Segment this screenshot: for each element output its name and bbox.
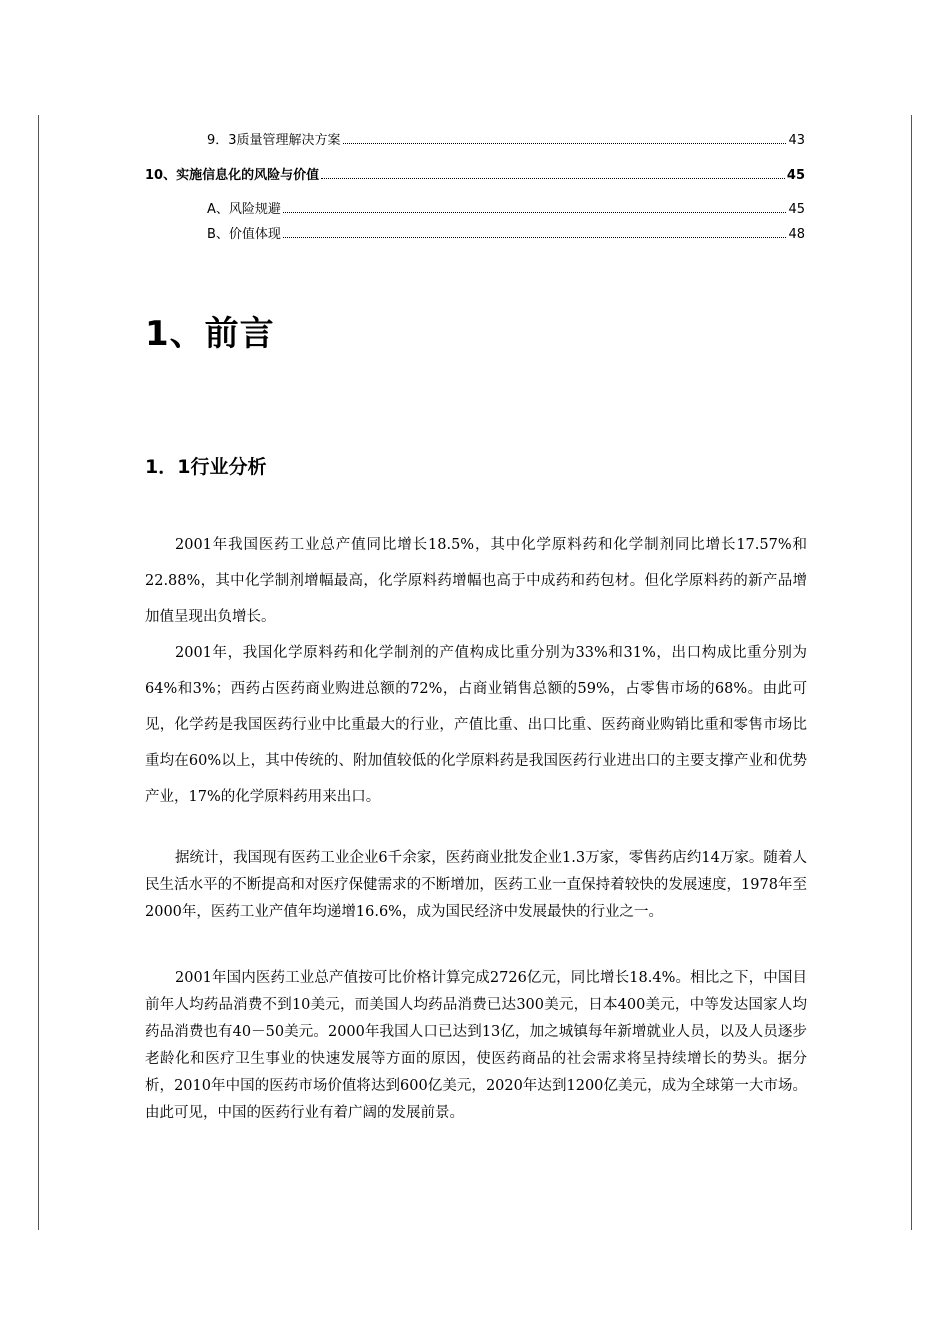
toc-leader-dots [343, 142, 787, 144]
toc-entry-label: 10、实施信息化的风险与价值 [145, 168, 320, 183]
page-border-left [38, 115, 39, 1230]
toc-leader-dots [283, 211, 787, 213]
toc-entry-page: 43 [788, 133, 805, 148]
toc-entry-label: B、价值体现 [207, 227, 281, 242]
toc-entry-label: A、风险规避 [207, 202, 281, 217]
toc-entry-label: 9．3质量管理解决方案 [207, 133, 341, 148]
toc-leader-dots [283, 236, 787, 238]
toc-entry-page: 45 [786, 168, 805, 183]
toc-entry-page: 45 [788, 202, 805, 217]
chapter-heading: 1、前言 [145, 314, 275, 354]
toc-leader-dots [321, 177, 785, 179]
body-paragraph: 2001年，我国化学原料药和化学制剂的产值构成比重分别为33%和31%，出口构成比重分别为64%和3%；西药占医药商业购进总额的72%，占商业销售总额的59%，占零售市场的68%。由此可见，化学药是我国医药行业中比重最大的行业，产值比重、出口比重、医药商业购销比重和零售市场比重均在60%以上，其中传统的、附加值较低的化学原料药是我国医药行业进出口的主要支撑产业和优势产业，17%的化学原料药用来出口。 [145, 645, 807, 805]
toc-entry[interactable] [145, 164, 805, 183]
toc-entry[interactable] [207, 198, 805, 217]
body-paragraph: 2001年我国医药工业总产值同比增长18.5%，其中化学原料药和化学制剂同比增长17.57%和22.88%，其中化学制剂增幅最高，化学原料药增幅也高于中成药和药包材。但化学原料药的新产品增加值呈现出负增长。 [145, 537, 807, 625]
toc-entry[interactable] [207, 223, 805, 242]
body-paragraph: 据统计，我国现有医药工业企业6千余家，医药商业批发企业1.3万家，零售药店约14万家。随着人民生活水平的不断提高和对医疗保健需求的不断增加，医药工业一直保持着较快的发展速度，1978年至2000年，医药工业产值年均递增16.6%，成为国民经济中发展最快的行业之一。 [145, 850, 807, 920]
toc-entry[interactable] [207, 129, 805, 148]
toc-entry-page: 48 [788, 227, 805, 242]
body-paragraph: 2001年国内医药工业总产值按可比价格计算完成2726亿元，同比增长18.4%。相比之下，中国目前年人均药品消费不到10美元，而美国人均药品消费已达300美元，日本400美元，中等发达国家人均药品消费也有40－50美元。2000年我国人口已达到13亿，加之城镇每年新增就业人员，以及人员逐步老龄化和医疗卫生事业的快速发展等方面的原因，使医药商品的社会需求将呈持续增长的势头。据分析，2010年中国的医药市场价值将达到600亿美元，2020年达到1200亿美元，成为全球第一大市场。由此可见，中国的医药行业有着广阔的发展前景。 [145, 970, 807, 1121]
page-border-right [911, 115, 912, 1230]
section-heading: 1．1行业分析 [145, 456, 267, 478]
